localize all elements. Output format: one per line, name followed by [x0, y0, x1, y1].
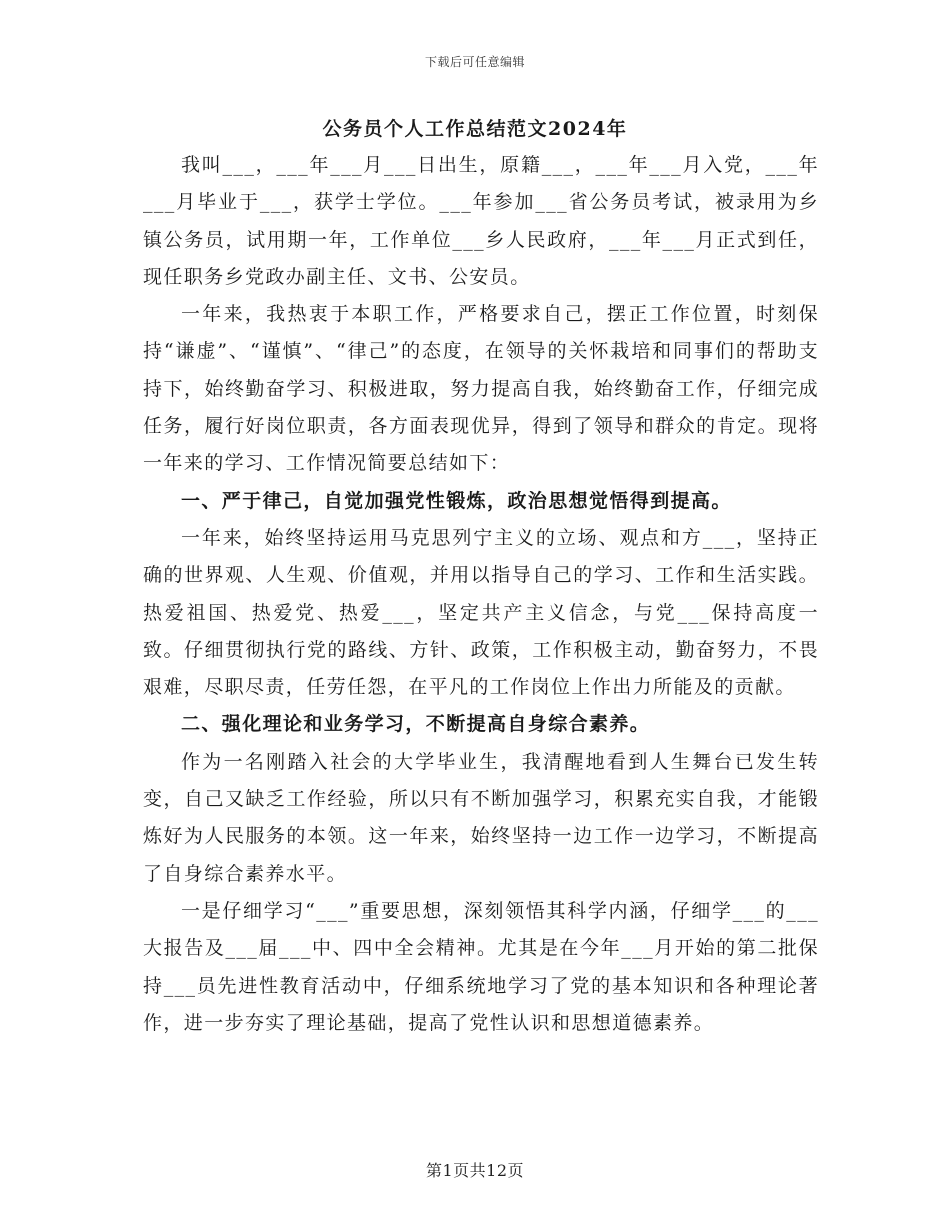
section-heading-2: 二、强化理论和业务学习，不断提高自身综合素养。	[181, 713, 651, 736]
paragraph-section-1: 一年来，始终坚持运用马克思列宁主义的立场、观点和方___，坚持正确的世界观、人生观、价值观，并用以指导自己的学习、工作和生活实践。热爱祖国、热爱党、热爱___，坚定共产主义信念，与党___保持高度一致。仔细贯彻执行党的路线、方针、政策，工作积极主动，勤奋努力，不畏艰难，尽职尽责，任劳任怨，在平凡的工作岗位上作出力所能及的贡献。	[143, 526, 819, 699]
document-title: 公务员个人工作总结范文2024年	[322, 118, 628, 140]
document-body	[143, 147, 819, 1042]
paragraph-overview: 一年来，我热衷于本职工作，严格要求自己，摆正工作位置，时刻保持“谦虚”、“谨慎”、“律己”的态度，在领导的关怀栽培和同事们的帮助支持下，始终勤奋学习、积极进取，努力提高自我，始终勤奋工作，仔细完成任务，履行好岗位职责，各方面表现优异，得到了领导和群众的肯定。现将一年来的学习、工作情况简要总结如下：	[143, 303, 819, 475]
paragraph-section-2: 作为一名刚踏入社会的大学毕业生，我清醒地看到人生舞台已发生转变，自己又缺乏工作经验，所以只有不断加强学习，积累充实自我，才能锻炼好为人民服务的本领。这一年来，始终坚持一边工作一边学习，不断提高了自身综合素养水平。	[143, 750, 819, 885]
page-number: 第1页共12页	[425, 1161, 525, 1180]
paragraph-section-2-point-1: 一是仔细学习“___”重要思想，深刻领悟其科学内涵，仔细学___的___大报告及___届___中、四中全会精神。尤其是在今年___月开始的第二批保持___员先进性教育活动中，仔细系统地学习了党的基本知识和各种理论著作，进一步夯实了理论基础，提高了党性认识和思想道德素养。	[143, 899, 819, 1034]
page-header-note: 下载后可任意编辑	[424, 55, 525, 69]
paragraph-intro: 我叫___，___年___月___日出生，原籍___，___年___月入党，___年___月毕业于___，获学士学位。___年参加___省公务员考试，被录用为乡镇公务员，试用期一年，工作单位___乡人民政府，___年___月正式到任，现任职务乡党政办副主任、文书、公安员。	[143, 154, 819, 288]
section-heading-1: 一、严于律己，自觉加强党性锻炼，政治思想觉悟得到提高。	[181, 489, 732, 512]
